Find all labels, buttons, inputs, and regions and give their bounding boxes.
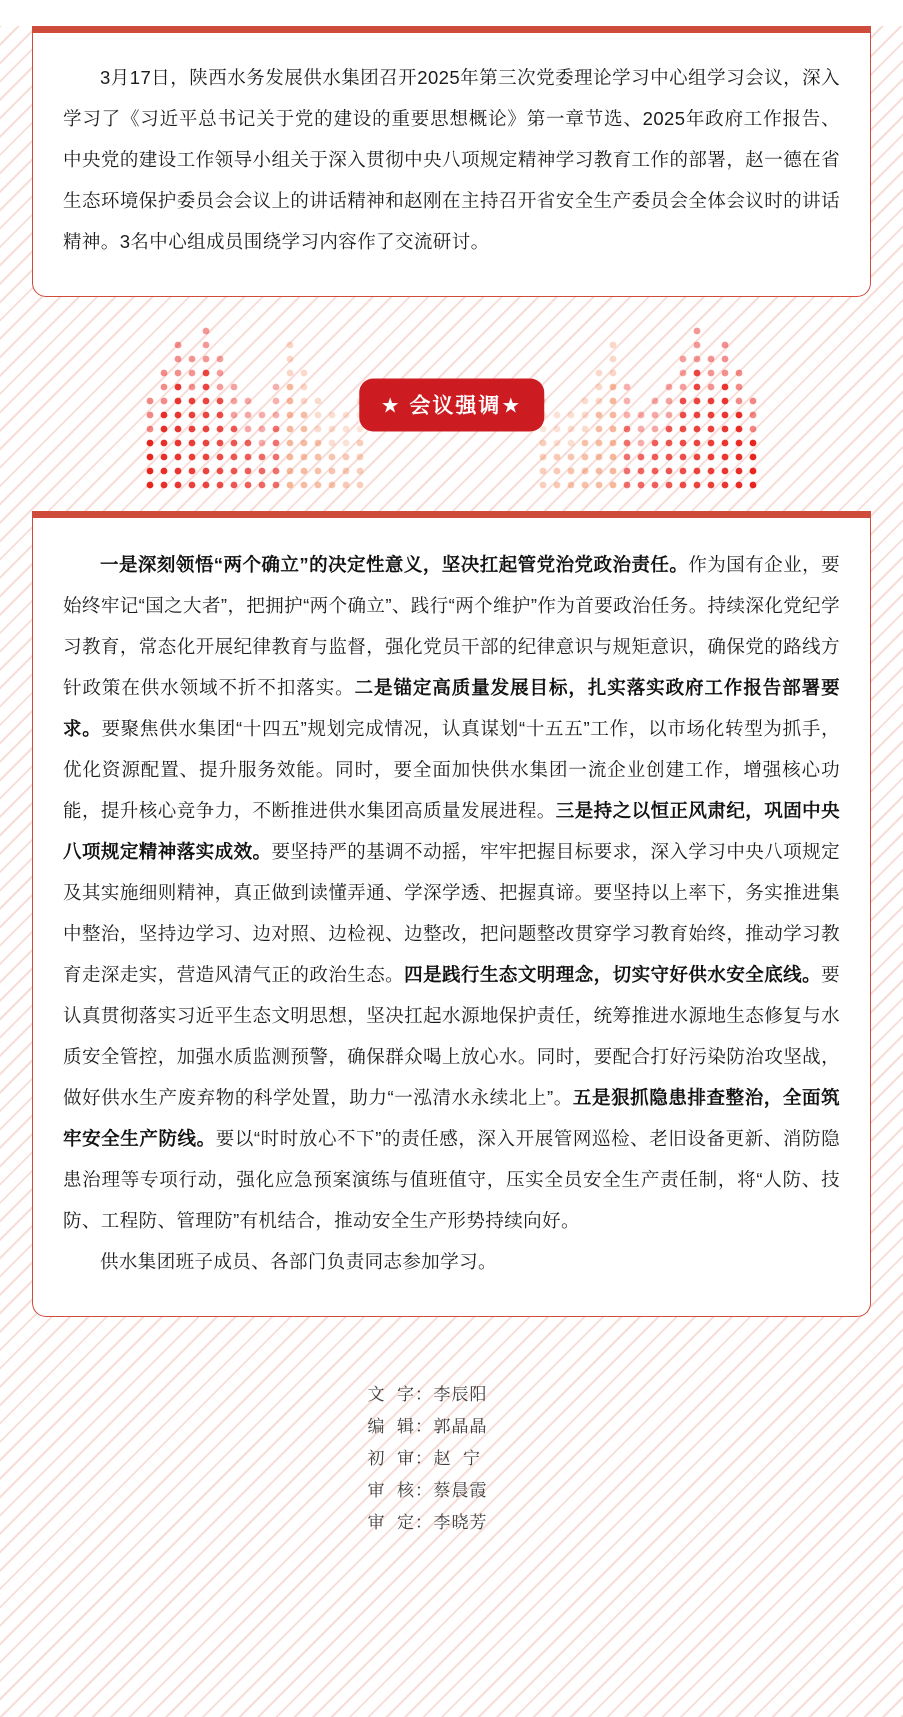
- main-point-text: 要认真贯彻落实习近平生态文明思想，坚决扛起水源地保护责任，统筹推进水源地生态修复与水质安全管控，加强水质监测预警，确保群众喝上放心水。同时，要配合打好污染防治攻坚战，做好供水生产废弃物的科学处置，助力“一泓清水永续北上”。: [63, 964, 840, 1108]
- credit-label: 审 定：: [367, 1513, 433, 1532]
- main-point-text: 作为国有企业，要始终牢记“国之大者”，把拥护“两个确立”、践行“两个维护”作为首要政治任务。持续深化党纪学习教育，常态化开展纪律教育与监督，强化党员干部的纪律意识与规矩意识，确保党的路线方针政策在供水领域不折不扣落实。: [63, 554, 840, 698]
- main-point-heading: 五是狠抓隐患排查整治，全面筑牢安全生产防线。: [63, 1087, 840, 1149]
- credit-value: 蔡晨霞: [433, 1481, 488, 1500]
- credit-row: [368, 1475, 536, 1507]
- intro-card-body: [33, 33, 870, 296]
- credit-row: [368, 1443, 536, 1475]
- main-point-heading: 四是践行生态文明理念，切实守好供水安全底线。: [404, 964, 822, 985]
- intro-paragraph: 3月17日，陕西水务发展供水集团召开2025年第三次党委理论学习中心组学习会议，深入学习了《习近平总书记关于党的建设的重要思想概论》第一章节选、2025年政府工作报告、中央党的建设工作领导小组关于深入贯彻中央八项规定精神学习教育工作的部署，赵一德在省生态环境保护委员会会议上的讲话精神和赵刚在主持召开省安全生产委员会全体会议时的讲话精神。3名中心组成员围绕学习内容作了交流研讨。: [63, 67, 840, 252]
- main-card-body: [33, 518, 870, 1316]
- card-top-accent-bar: [33, 26, 870, 33]
- card-top-accent-bar: [33, 511, 870, 518]
- credit-row: [368, 1507, 536, 1539]
- main-point-heading: 二是锚定高质量发展目标，扎实落实政府工作报告部署要求。: [63, 677, 840, 739]
- main-content-card: [32, 511, 871, 1317]
- credit-label: 初 审：: [367, 1449, 433, 1468]
- credit-row: [368, 1379, 536, 1411]
- main-point-heading: 三是持之以恒正风肃纪，巩固中央八项规定精神落实成效。: [63, 800, 840, 862]
- credit-label: 文 字：: [367, 1385, 433, 1404]
- credit-row: [368, 1411, 536, 1443]
- credit-label: 审 核：: [367, 1481, 433, 1500]
- credit-label: 编 辑：: [367, 1417, 433, 1436]
- credit-value: 赵 宁: [433, 1449, 481, 1468]
- main-point-text: 要坚持严的基调不动摇，牢牢把握目标要求，深入学习中央八项规定及其实施细则精神，真正做到读懂弄通、学深学透、把握真谛。要坚持以上率下，务实推进集中整治，坚持边学习、边对照、边检视、边整改，把问题整改贯穿学习教育始终，推动学习教育走深走实，营造风清气正的政治生态。: [63, 841, 840, 985]
- main-point-text: 要聚焦供水集团“十四五”规划完成情况，认真谋划“十五五”工作，以市场化转型为抓手，优化资源配置、提升服务效能。同时，要全面加快供水集团一流企业创建工作，增强核心功能，提升核心竞争力，不断推进供水集团高质量发展进程。: [63, 718, 840, 821]
- credits-block: [0, 1379, 903, 1559]
- main-point-text: 要以“时时放心不下”的责任感，深入开展管网巡检、老旧设备更新、消防隐患治理等专项行动，强化应急预案演练与值班值守，压实全员安全生产责任制，将“人防、技防、工程防、管理防”有机结合，推动安全生产形势持续向好。: [63, 1128, 840, 1231]
- credit-value: 郭晶晶: [433, 1417, 488, 1436]
- closing-paragraph: 供水集团班子成员、各部门负责同志参加学习。: [100, 1251, 497, 1272]
- main-paragraph: [63, 544, 840, 1241]
- article-wrapper: [0, 26, 903, 1717]
- credit-value: 李辰阳: [433, 1385, 488, 1404]
- credit-value: 李晓芳: [433, 1513, 488, 1532]
- section-badge: ★ 会议强调★: [359, 379, 545, 432]
- main-point-heading: 一是深刻领悟“两个确立”的决定性意义，坚决扛起管党治党政治责任。: [100, 554, 689, 575]
- section-banner: [0, 317, 903, 493]
- intro-card: [32, 26, 871, 297]
